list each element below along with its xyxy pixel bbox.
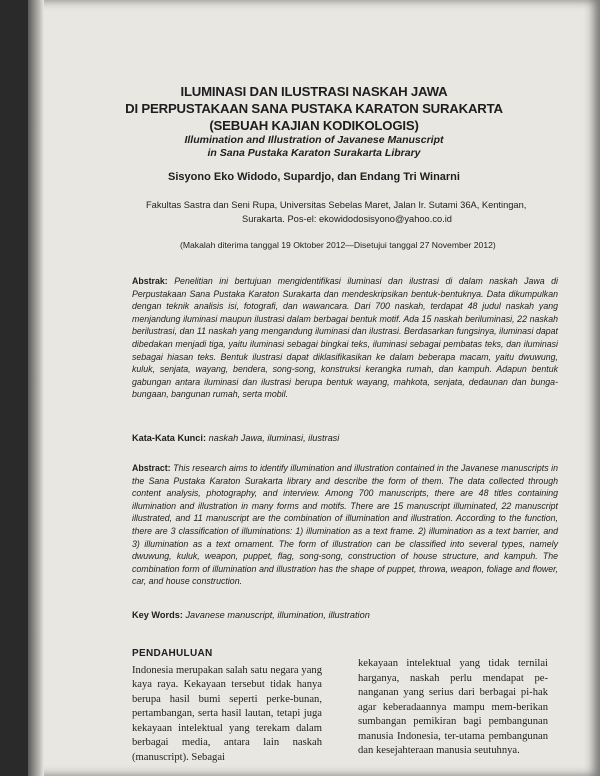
kata-kunci-text: naskah Jawa, iluminasi, ilustrasi xyxy=(208,433,340,443)
title-line-1: ILUMINASI DAN ILUSTRASI NASKAH JAWA xyxy=(180,84,448,99)
abstract-text: This research aims to identify illumination and illustration contained in the Javanese manuscripts in the Sana Pustaka Karaton Surakarta library and describe the form of them. The data collected through content analysis, photography, and interview. Among 700 manuscripts, there are 48 titles containing illumination and illustration in many forms and motifs. There are 15 manuscript illuminated, 22 manuscript illustrated, and 11 manuscript are the combination of illumination and illustration. According to the function, there are 3 classification of illuminations: 1) illumination as a text frame. 2) illumination as a text barrier, and 3) illumination as a text ornament. The form of illustration can be classified into several types, namely dwuwung, kuluk, weapon, puppet, flag, song-song, construction of house structure, and kampuh. The combination form of illumination and illustration has the shape of puppet, throwa, weapon, foliage and flower, car, and house construction. xyxy=(132,463,558,587)
kata-kunci-label: Kata-Kata Kunci: xyxy=(132,433,207,443)
submission-dates: (Makalah diterima tanggal 19 Oktober 2012—Disetujui tanggal 27 November 2012) xyxy=(180,240,496,250)
key-words-label: Key Words: xyxy=(132,610,183,620)
body-column-left xyxy=(132,647,322,765)
title-line-3: (SEBUAH KAJIAN KODIKOLOGIS) xyxy=(209,118,419,133)
subtitle-line-2: in Sana Pustaka Karaton Surakarta Library xyxy=(207,147,421,159)
key-words xyxy=(132,610,558,620)
body-text-right: kekayaan intelektual yang tidak ternilai harganya, naskah perlu mendapat pe-nanganan yang serius dari berbagai pi-hak agar keberadaannya mampu mem-berikan sumbangan pemikiran bagi pembangunan manusia Indonesia, ter-utama pembangunan dan kesejahteraan manusia seutuhnya. xyxy=(358,658,548,756)
kata-kunci xyxy=(132,433,558,443)
authors: Sisyono Eko Widodo, Supardjo, dan Endang Tri Winarni xyxy=(168,171,460,183)
abstrak-text: Penelitian ini bertujuan mengidentifikasi iluminasi dan ilustrasi di dalam naskah Jawa di Perpustakaan Sana Pustaka Karaton Surakarta dan mendeskripsikan bentuk-bentuknya. Data dikumpulkan dengan teknik analisis isi, fotografi, dan wawancara. Dari 700 naskah, terdapat 48 judul naskah yang menjandung iluminasi maupun ilustrasi dalam berbagai bentuk motif. Ada 15 naskah beriluminasi, 22 naskah berilustrasi, dan 11 naskah yang mengandung iluminasi dan ilustrasi. Berdasarkan fungsinya, iluminasi dapat dibedakan menjadi tiga, yaitu iluminasi sebagai bingkai teks, iluminasi sebagai pembatas teks, dan iluminasi sebagai hiasan teks. Bentuk ilustrasi dapat diklasifikasikan ke dalam beberapa macam, yaitu dwuwung, kuluk, senjata, wayang, bendera, song-song, konstruksi kerangka rumah, dan kampuh. Adapun bentuk gabungan antara iluminasi dan ilustrasi berupa bentuk wayang, mahkota, senjata, dedaunan dan bunga-bungaan, bangunan rumah, serta mobil. xyxy=(132,276,559,400)
section-heading: PENDAHULUAN xyxy=(132,648,213,659)
abstrak-paragraph xyxy=(132,275,558,401)
affiliation-line-2: Surakarta. Pos-el: ekowidodosisyono@yahoo.co.id xyxy=(242,214,452,224)
abstract-label: Abstract: xyxy=(132,463,171,473)
title-line-2: DI PERPUSTAKAAN SANA PUSTAKA KARATON SURAKARTA xyxy=(125,101,503,116)
affiliation-line-1: Fakultas Sastra dan Seni Rupa, Universitas Sebelas Maret, Jalan Ir. Sutami 36A, Kentingan, xyxy=(146,200,527,210)
body-text-left: Indonesia merupakan salah satu negara yang kaya raya. Kekayaan tersebut tidak hanya berupa hasil bumi seperti perke-bunan, pertambangan, serta hasil lautan, tetapi juga kekayaan intelektual yang terekam dalam berbagai media, antara lain naskah (manuscript). Sebagai xyxy=(132,664,322,763)
body-column-right xyxy=(358,657,548,759)
abstrak-label: Abstrak: xyxy=(132,276,168,286)
journal-page xyxy=(28,0,600,776)
key-words-text: Javanese manuscript, illumination, illustration xyxy=(185,610,370,620)
affiliation xyxy=(146,198,566,226)
subtitle-line-1: Illumination and Illustration of Javanese Manuscript xyxy=(184,134,444,146)
abstract-paragraph xyxy=(132,462,558,588)
